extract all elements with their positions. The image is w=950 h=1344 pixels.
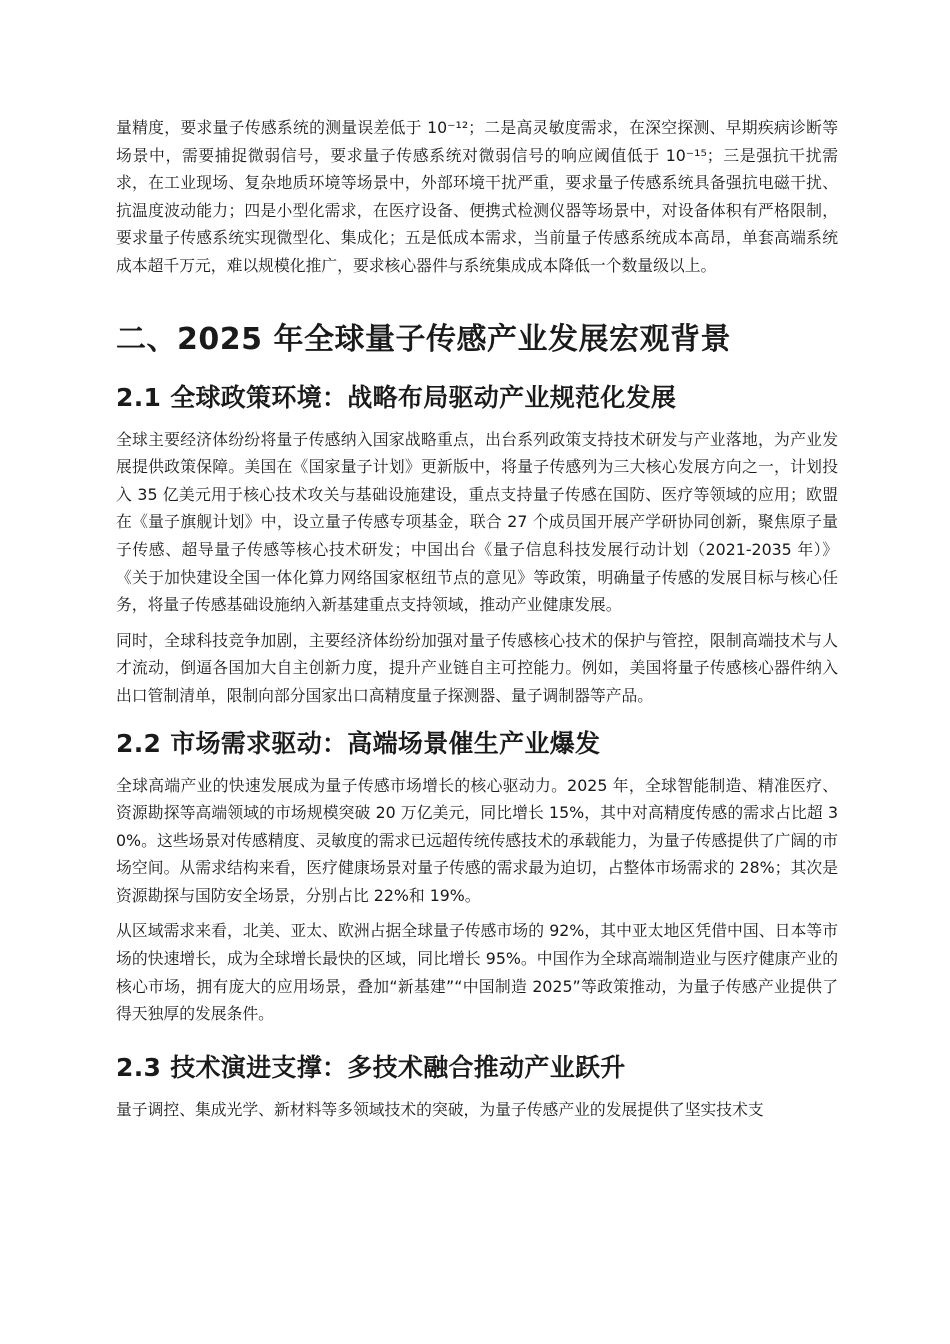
section-2-heading: 二、2025 年全球量子传感产业发展宏观背景 bbox=[116, 321, 731, 357]
document-body bbox=[116, 114, 838, 1123]
section-2-1-heading: 2.1 全球政策环境：战略布局驱动产业规范化发展 bbox=[116, 382, 677, 412]
section-2-2-paragraph-2: 从区域需求来看，北美、亚太、欧洲占据全球量子传感市场的 92%，其中亚太地区凭借中国、日本等市场的快速增长，成为全球增长最快的区域，同比增长 95%。中国作为全球高端制造业与医疗健康产业的核心市场，拥有庞大的应用场景，叠加“新基建”“中国制造 2025”等政策推动，为量子传感产业提供了得天独厚的发展条件。 bbox=[116, 921, 838, 1024]
section-2-3-heading: 2.3 技术演进支撑：多技术融合推动产业跃升 bbox=[116, 1052, 626, 1082]
intro-paragraph: 量精度，要求量子传感系统的测量误差低于 10⁻¹²；二是高灵敏度需求，在深空探测、早期疾病诊断等场景中，需要捕捉微弱信号，要求量子传感系统对微弱信号的响应阈值低于 10⁻¹⁵；三是强抗干扰需求，在工业现场、复杂地质环境等场景中，外部环境干扰严重，要求量子传感系统具备强抗电磁干扰、抗温度波动能力；四是小型化需求，在医疗设备、便携式检测仪器等场景中，对设备体积有严格限制，要求量子传感系统实现微型化、集成化；五是低成本需求，当前量子传感系统成本高昂，单套高端系统成本超千万元，难以规模化推广，要求核心器件与系统集成成本降低一个数量级以上。 bbox=[116, 118, 838, 275]
section-2-1-paragraph-2: 同时，全球科技竞争加剧，主要经济体纷纷加强对量子传感核心技术的保护与管控，限制高端技术与人才流动，倒逼各国加大自主创新力度，提升产业链自主可控能力。例如，美国将量子传感核心器件纳入出口管制清单，限制向部分国家出口高精度量子探测器、量子调制器等产品。 bbox=[116, 630, 838, 705]
section-2-3-paragraph-1: 量子调控、集成光学、新材料等多领域技术的突破，为量子传感产业的发展提供了坚实技术支 bbox=[116, 1099, 764, 1119]
section-2-2-heading: 2.2 市场需求驱动：高端场景催生产业爆发 bbox=[116, 728, 601, 758]
section-2-2-paragraph-1: 全球高端产业的快速发展成为量子传感市场增长的核心驱动力。2025 年，全球智能制造、精准医疗、资源勘探等高端领域的市场规模突破 20 万亿美元，同比增长 15%，其中对高精度传感的需求占比超 30%。这些场景对传感精度、灵敏度的需求已远超传统传感技术的承载能力，为量子传感提供了广阔的市场空间。从需求结构来看，医疗健康场景对量子传感的需求最为迫切，占整体市场需求的 28%；其次是资源勘探与国防安全场景，分别占比 22%和 19%。 bbox=[116, 775, 838, 905]
section-2-1-paragraph-1: 全球主要经济体纷纷将量子传感纳入国家战略重点，出台系列政策支持技术研发与产业落地，为产业发展提供政策保障。美国在《国家量子计划》更新版中，将量子传感列为三大核心发展方向之一，计划投入 35 亿美元用于核心技术攻关与基础设施建设，重点支持量子传感在国防、医疗等领域的应用；欧盟在《量子旗舰计划》中，设立量子传感专项基金，联合 27 个成员国开展产学研协同创新，聚焦原子量子传感、超导量子传感等核心技术研发；中国出台《量子信息科技发展行动计划（2021-2035 年）》《关于加快建设全国一体化算力网络国家枢纽节点的意见》等政策，明确量子传感的发展目标与核心任务，将量子传感基础设施纳入新基建重点支持领域，推动产业健康发展。 bbox=[116, 429, 838, 615]
